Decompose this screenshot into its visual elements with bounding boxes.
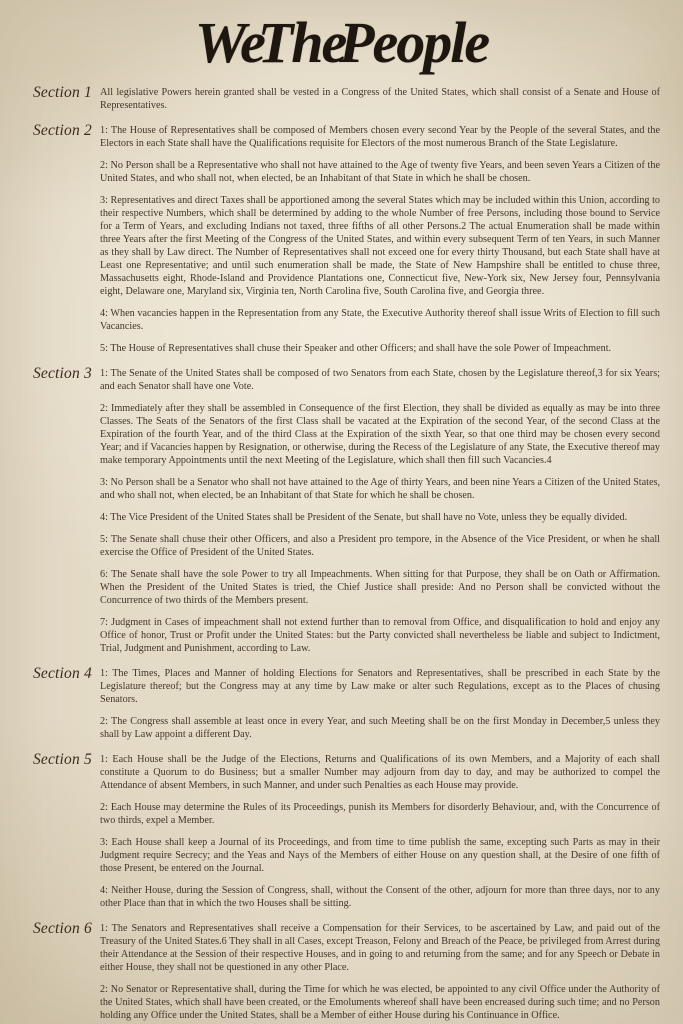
section-row-6: [0, 922, 683, 1022]
poster-title: We The People: [194, 10, 489, 75]
clause-paragraph: 4: When vacancies happen in the Representation from any State, the Executive Authority thereof shall issue Writs of Election to fill such Vacancies.: [100, 308, 660, 332]
constitution-article-text: [0, 86, 683, 1024]
section-label: Section 6: [32, 920, 92, 937]
clause-paragraph: 4: The Vice President of the United States shall be President of the Senate, but shall have no Vote, unless they be equally divided.: [100, 512, 628, 523]
clause-paragraph: 1: The Times, Places and Manner of holding Elections for Senators and Representatives, shall be prescribed in each State by the Legislature thereof; but the Congress may at any time by Law make or alter such Regulations, except as to the Places of chusing Senators.: [100, 668, 660, 705]
section-label: Section 2: [32, 122, 92, 139]
section-clauses: [100, 753, 683, 910]
clause-paragraph: 1: The House of Representatives shall be composed of Members chosen every second Year by the People of the several States, and the Electors in each State shall have the Qualifications requisite for Electors of the most numerous Branch of the State Legislature.: [100, 125, 660, 149]
clause-paragraph: 6: The Senate shall have the sole Power to try all Impeachments. When sitting for that Purpose, they shall be on Oath or Affirmation. When the President of the United States is tried, the Chief Justice shall preside: And no Person shall be convicted without the Concurrence of two thirds of the Members present.: [100, 569, 660, 606]
section-label: Section 4: [32, 665, 92, 682]
section-clauses: [100, 922, 683, 1022]
clause-paragraph: 3: No Person shall be a Senator who shall not have attained to the Age of thirty Years, and been nine Years a Citizen of the United States, and who shall not, when elected, be an Inhabitant of that State for which he shall be chosen.: [100, 477, 660, 501]
clause-paragraph: 2: Each House may determine the Rules of its Proceedings, punish its Members for disorderly Behaviour, and, with the Concurrence of two thirds, expel a Member.: [100, 802, 660, 826]
section-label: Section 3: [32, 365, 92, 382]
clause-paragraph: 1: Each House shall be the Judge of the Elections, Returns and Qualifications of its own Members, and a Majority of each shall constitute a Quorum to do Business; but a smaller Number may adjourn from day to day, and may be authorized to compel the Attendance of absent Members, in such Manner, and under such Penalties as each House may provide.: [100, 754, 660, 791]
section-clauses: [100, 667, 683, 741]
section-label: Section 5: [32, 751, 92, 768]
clause-paragraph: 5: The Senate shall chuse their other Officers, and also a President pro tempore, in the Absence of the Vice President, or when he shall exercise the Office of President of the United States.: [100, 534, 660, 558]
section-clauses: [100, 124, 683, 355]
clause-paragraph: 1: The Senate of the United States shall be composed of two Senators from each State, chosen by the Legislature thereof,3 for six Years; and each Senator shall have one Vote.: [100, 368, 660, 392]
section-row-4: [0, 667, 683, 741]
clause-paragraph: 2: Immediately after they shall be assembled in Consequence of the first Election, they shall be divided as equally as may be into three Classes. The Seats of the Senators of the first Class shall be vacated at the Expiration of the second Year, of the second Class at the Expiration of the fourth Year, and of the third Class at the Expiration of the sixth Year, so that one third may be chosen every second Year; and if Vacancies happen by Resignation, or otherwise, during the Recess of the Legislature of any State, the Executive thereof may make temporary Appointments until the next Meeting of the Legislature, which shall then fill such Vacancies.4: [100, 403, 660, 466]
section-row-2: [0, 124, 683, 355]
clause-paragraph: 5: The House of Representatives shall chuse their Speaker and other Officers; and shall have the sole Power of Impeachment.: [100, 343, 612, 354]
clause-paragraph: 4: Neither House, during the Session of Congress, shall, without the Consent of the other, adjourn for more than three days, nor to any other Place than that in which the two Houses shall be sitting.: [100, 885, 660, 909]
clause-paragraph: 2: The Congress shall assemble at least once in every Year, and such Meeting shall be on the first Monday in December,5 unless they shall by Law appoint a different Day.: [100, 716, 660, 740]
clause-paragraph: 2: No Person shall be a Representative who shall not have attained to the Age of twenty five Years, and been seven Years a Citizen of the United States, and who shall not, when elected, be an Inhabitant of that State in which he shall be chosen.: [100, 160, 660, 184]
section-clauses: [100, 86, 683, 112]
clause-paragraph: 2: No Senator or Representative shall, during the Time for which he was elected, be appointed to any civil Office under the Authority of the United States, which shall have been created, or the Emoluments whereof shall have been encreased during such time; and no Person holding any Office under the United States, shall be a Member of either House during his Continuance in Office.: [100, 984, 660, 1021]
section-row-3: [0, 367, 683, 655]
section-row-5: [0, 753, 683, 910]
clause-paragraph: 3: Representatives and direct Taxes shall be apportioned among the several States which may be included within this Union, according to their respective Numbers, which shall be determined by adding to the whole Number of free Persons, including those bound to Service for a Term of Years, and excluding Indians not taxed, three fifths of all other Persons.2 The actual Enumeration shall be made within three Years after the first Meeting of the Congress of the United States, and within every subsequent Term of ten Years, in such Manner as they shall by Law direct. The Number of Representatives shall not exceed one for every thirty Thousand, but each State shall have at Least one Representative; and until such enumeration shall be made, the State of New Hampshire shall be entitled to chuse three, Massachusetts eight, Rhode-Island and Providence Plantations one, Connecticut five, New-York six, New Jersey four, Pennsylvania eight, Delaware one, Maryland six, Virginia ten, North Carolina five, South Carolina five, and Georgia three.: [100, 195, 660, 297]
section-label: Section 1: [32, 84, 92, 101]
section-clauses: [100, 367, 683, 655]
section-row-1: [0, 86, 683, 112]
clause-paragraph: 7: Judgment in Cases of impeachment shall not extend further than to removal from Office, and disqualification to hold and enjoy any Office of honor, Trust or Profit under the United States: but the Party convicted shall nevertheless be liable and subject to Indictment, Trial, Judgment and Punishment, according to Law.: [100, 617, 660, 654]
clause-paragraph: All legislative Powers herein granted shall be vested in a Congress of the United States, which shall consist of a Senate and House of Representatives.: [100, 87, 660, 111]
clause-paragraph: 3: Each House shall keep a Journal of its Proceedings, and from time to time publish the same, excepting such Parts as may in their Judgment require Secrecy; and the Yeas and Nays of the Members of either House on any question shall, at the Desire of one fifth of those Present, be entered on the Journal.: [100, 837, 660, 874]
clause-paragraph: 1: The Senators and Representatives shall receive a Compensation for their Services, to be ascertained by Law, and paid out of the Treasury of the United States.6 They shall in all Cases, except Treason, Felony and Breach of the Peace, be privileged from Arrest during their Attendance at the Session of their respective Houses, and in going to and returning from the same; and for any Speech or Debate in either House, they shall not be questioned in any other Place.: [100, 923, 660, 973]
